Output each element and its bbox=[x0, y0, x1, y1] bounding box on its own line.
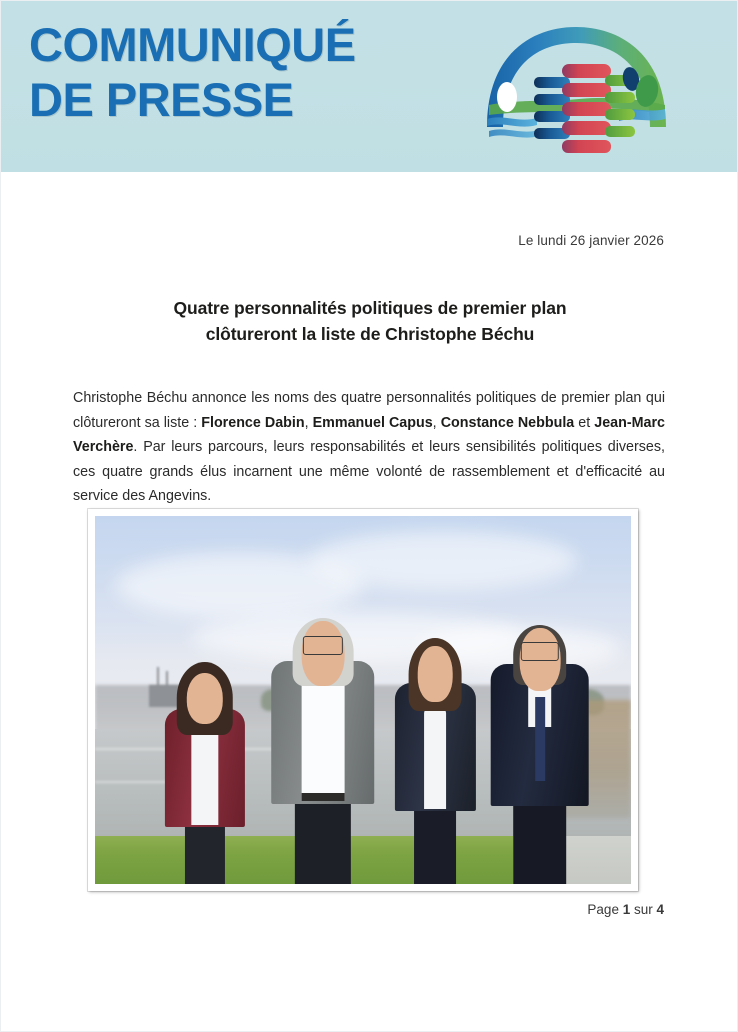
photo-person bbox=[486, 582, 593, 884]
organization-logo bbox=[479, 19, 674, 157]
photo-person bbox=[159, 626, 250, 884]
photo-person bbox=[267, 575, 380, 884]
body-paragraph bbox=[73, 386, 665, 509]
footer-prefix: Page bbox=[587, 902, 623, 917]
photo-shirt bbox=[191, 722, 218, 825]
photo-person bbox=[390, 604, 481, 884]
photo-glasses bbox=[521, 642, 559, 661]
photo-glasses bbox=[303, 636, 343, 655]
headline-line1: Quatre personnalités politiques de premier plan bbox=[173, 298, 567, 318]
page-title-line2: DE PRESSE bbox=[29, 73, 294, 126]
photo-belt bbox=[301, 793, 344, 801]
photo-tie bbox=[535, 697, 545, 781]
person-name-2: Emmanuel Capus bbox=[312, 414, 433, 431]
photo-shirt bbox=[301, 671, 344, 801]
person-name-3: Constance Nebbula bbox=[440, 414, 575, 431]
footer-middle: sur bbox=[630, 902, 657, 917]
logo-wave-2 bbox=[489, 129, 539, 137]
person-name-1: Florence Dabin bbox=[201, 414, 305, 431]
person-name-4: Jean-Marc Verchère bbox=[73, 414, 666, 456]
header-band bbox=[1, 1, 738, 172]
headline-line2: clôtureront la liste de Christophe Béchu bbox=[205, 324, 535, 344]
sep-1: , bbox=[304, 414, 313, 431]
footer-current-page: 1 bbox=[622, 902, 631, 917]
sep-2: , bbox=[432, 414, 441, 431]
body-intro: Christophe Béchu annonce les noms des quatre personnalités politiques de premier plan qui clôtureront sa liste : bbox=[73, 390, 665, 431]
press-photo bbox=[95, 516, 631, 884]
photo-shirt bbox=[424, 708, 446, 809]
document-date: Le lundi 26 janvier 2026 bbox=[518, 233, 664, 248]
logo-droplet bbox=[497, 82, 517, 112]
page-footer bbox=[1, 902, 664, 917]
body-outro: . Par leurs parcours, leurs responsabilités et leurs sensibilités politiques diverses, ces quatre grands élus incarnent une même volonté de rassemblement et d'efficacité au service des Angevins. bbox=[73, 439, 665, 505]
photo-face bbox=[187, 673, 223, 725]
headline bbox=[75, 295, 665, 347]
logo-cylinder-red bbox=[562, 64, 611, 153]
sep-3: et bbox=[574, 414, 595, 431]
footer-total-pages: 4 bbox=[656, 902, 664, 917]
press-photo-frame bbox=[88, 509, 638, 891]
page-title-line1: COMMUNIQUÉ bbox=[29, 18, 356, 71]
photo-face bbox=[418, 646, 453, 702]
page-title bbox=[29, 17, 459, 127]
